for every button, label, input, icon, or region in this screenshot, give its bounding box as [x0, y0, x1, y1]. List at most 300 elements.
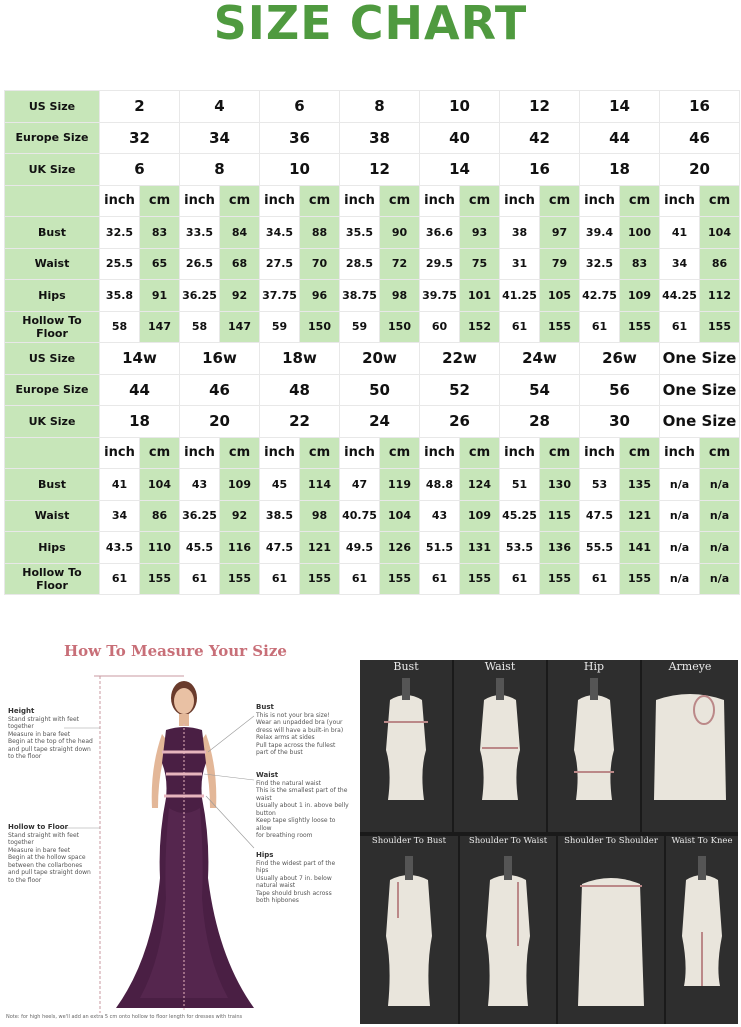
- htf-note-title: Hollow to Floor: [8, 823, 69, 831]
- measure-cell: 49.5: [340, 532, 380, 564]
- size-cell: One Size: [660, 406, 740, 438]
- note-line: together: [8, 723, 34, 730]
- measure-cell: 61: [180, 563, 220, 595]
- measure-cell: 155: [540, 563, 580, 595]
- unit-cm: cm: [620, 185, 660, 217]
- measure-cell: 39.4: [580, 217, 620, 249]
- size-cell: 20: [660, 154, 740, 186]
- measure-cell: 61: [500, 311, 540, 343]
- measure-cell: 104: [140, 469, 180, 501]
- mannequin-icon: [666, 836, 738, 1024]
- size-cell: 34: [180, 122, 260, 154]
- measure-cell: 61: [580, 563, 620, 595]
- measure-cell: 92: [220, 280, 260, 312]
- measure-cell: 141: [620, 532, 660, 564]
- unit-inch: inch: [100, 437, 140, 469]
- size-cell: 10: [420, 91, 500, 123]
- photo-waist-to-knee: [666, 836, 738, 1024]
- mannequin-icon: [360, 660, 452, 832]
- measure-cell: 136: [540, 532, 580, 564]
- note-line: Measure in bare feet: [8, 846, 71, 854]
- unit-cm: cm: [540, 437, 580, 469]
- measure-cell: 75: [460, 248, 500, 280]
- unit-cm: cm: [220, 437, 260, 469]
- measure-cell: 34.5: [260, 217, 300, 249]
- measure-cell: 110: [140, 532, 180, 564]
- measure-cell: 31: [500, 248, 540, 280]
- measure-cell: 70: [300, 248, 340, 280]
- measure-cell: n/a: [660, 532, 700, 564]
- measure-row-waist: [5, 500, 740, 532]
- row-label: Waist: [5, 248, 100, 280]
- size-cell: 14: [580, 91, 660, 123]
- row-label: Waist: [5, 500, 100, 532]
- measure-cell: 34: [100, 500, 140, 532]
- note-line: Find the natural waist: [256, 779, 322, 787]
- size-row-eu: [5, 374, 740, 406]
- unit-inch: inch: [660, 437, 700, 469]
- unit-inch: inch: [180, 437, 220, 469]
- size-cell: One Size: [660, 343, 740, 375]
- measure-cell: n/a: [660, 563, 700, 595]
- size-cell: 4: [180, 91, 260, 123]
- note-line: Stand straight with feet: [8, 715, 80, 723]
- measure-cell: 43: [420, 500, 460, 532]
- measure-cell: 155: [700, 311, 740, 343]
- note-line: Measure in bare feet: [8, 730, 71, 738]
- note-line: Stand straight with feet: [8, 831, 80, 839]
- unit-header-row: [5, 437, 740, 469]
- bust-note: [256, 704, 350, 757]
- unit-cm: cm: [460, 185, 500, 217]
- height-note-title: Height: [8, 707, 35, 715]
- note-line: part of the bust: [256, 749, 303, 756]
- mannequin-icon: [360, 836, 458, 1024]
- unit-cm: cm: [380, 185, 420, 217]
- measure-cell: 116: [220, 532, 260, 564]
- how-to-measure-section: [0, 628, 741, 1026]
- measure-cell: 155: [620, 311, 660, 343]
- unit-cm: cm: [300, 437, 340, 469]
- size-cell: 8: [340, 91, 420, 123]
- note-line: Begin at the hollow space: [8, 854, 86, 861]
- size-cell: 28: [500, 406, 580, 438]
- size-cell: 52: [420, 374, 500, 406]
- note-line: and pull tape straight down: [8, 745, 91, 753]
- note-line: This is not your bra size!: [256, 711, 330, 719]
- height-note: [8, 708, 98, 761]
- mannequin-icon: [642, 660, 738, 832]
- size-cell: 10: [260, 154, 340, 186]
- measure-cell: 51.5: [420, 532, 460, 564]
- note-line: both hipbones: [256, 897, 299, 904]
- measure-cell: 42.75: [580, 280, 620, 312]
- size-cell: 56: [580, 374, 660, 406]
- unit-cm: cm: [380, 437, 420, 469]
- photo-armeye: [642, 660, 738, 832]
- measure-cell: 35.5: [340, 217, 380, 249]
- measure-cell: 90: [380, 217, 420, 249]
- measure-cell: 155: [140, 563, 180, 595]
- measure-cell: 114: [300, 469, 340, 501]
- photo-label: Waist: [484, 660, 516, 673]
- measure-cell: 41.25: [500, 280, 540, 312]
- unit-cm: cm: [140, 185, 180, 217]
- measure-cell: 47.5: [580, 500, 620, 532]
- measure-cell: 96: [300, 280, 340, 312]
- note-line: natural waist: [256, 882, 296, 889]
- measure-cell: 61: [100, 563, 140, 595]
- measure-cell: 55.5: [580, 532, 620, 564]
- size-row-eu: [5, 122, 740, 154]
- page-title: SIZE CHART: [213, 0, 528, 50]
- measure-cell: 109: [220, 469, 260, 501]
- measure-cell: 29.5: [420, 248, 460, 280]
- photo-label: Shoulder To Shoulder: [564, 836, 658, 846]
- size-cell: 44: [100, 374, 180, 406]
- measure-cell: 60: [420, 311, 460, 343]
- measure-cell: 53.5: [500, 532, 540, 564]
- unit-inch: inch: [660, 185, 700, 217]
- size-cell: 16: [660, 91, 740, 123]
- measure-cell: 41: [100, 469, 140, 501]
- measure-cell: 38.75: [340, 280, 380, 312]
- note-line: Begin at the top of the head: [8, 738, 93, 745]
- size-cell: 18: [100, 406, 180, 438]
- size-chart-table: [4, 90, 740, 595]
- measure-cell: 25.5: [100, 248, 140, 280]
- note-line: waist: [256, 794, 272, 802]
- measure-cell: 86: [140, 500, 180, 532]
- measure-cell: 39.75: [420, 280, 460, 312]
- size-cell: 40: [420, 122, 500, 154]
- photo-shoulder-to-bust: [360, 836, 458, 1024]
- measure-cell: 104: [700, 217, 740, 249]
- measure-cell: 43.5: [100, 532, 140, 564]
- waist-note: [256, 772, 350, 840]
- measure-cell: 58: [180, 311, 220, 343]
- measure-cell: 61: [420, 563, 460, 595]
- measure-cell: 36.6: [420, 217, 460, 249]
- size-cell: 46: [660, 122, 740, 154]
- photo-shoulder-to-shoulder: [558, 836, 664, 1024]
- size-cell: 22w: [420, 343, 500, 375]
- unit-inch: inch: [580, 185, 620, 217]
- measure-cell: 97: [540, 217, 580, 249]
- size-cell: 8: [180, 154, 260, 186]
- mannequin-icon: [548, 660, 640, 832]
- row-label-empty: [5, 437, 100, 469]
- measure-cell: 83: [620, 248, 660, 280]
- measure-cell: 98: [300, 500, 340, 532]
- size-cell: 16w: [180, 343, 260, 375]
- hollow-to-floor-note: [8, 824, 100, 884]
- unit-cm: cm: [300, 185, 340, 217]
- measure-title: How To Measure Your Size: [64, 642, 287, 660]
- size-cell: 48: [260, 374, 340, 406]
- measure-cell: 33.5: [180, 217, 220, 249]
- measure-cell: n/a: [660, 500, 700, 532]
- measure-row-hips: [5, 280, 740, 312]
- measure-cell: 61: [500, 563, 540, 595]
- size-cell: One Size: [660, 374, 740, 406]
- photo-label: Bust: [393, 660, 419, 673]
- unit-cm: cm: [700, 437, 740, 469]
- size-cell: 14w: [100, 343, 180, 375]
- size-cell: 6: [260, 91, 340, 123]
- size-cell: 20w: [340, 343, 420, 375]
- mannequin-icon: [460, 836, 556, 1024]
- note-line: to the floor: [8, 753, 42, 760]
- size-cell: 12: [340, 154, 420, 186]
- row-label: Hips: [5, 280, 100, 312]
- measure-cell: 45.25: [500, 500, 540, 532]
- note-line: Find the widest part of the: [256, 859, 336, 867]
- measure-cell: 126: [380, 532, 420, 564]
- measure-cell: 38.5: [260, 500, 300, 532]
- measure-cell: 61: [580, 311, 620, 343]
- note-line: Pull tape across the fullest: [256, 741, 336, 749]
- row-label: Hollow To Floor: [5, 563, 100, 595]
- row-label: Europe Size: [5, 374, 100, 406]
- photo-label: Shoulder To Bust: [371, 836, 447, 846]
- mannequin-icon: [558, 836, 664, 1024]
- measure-cell: 61: [340, 563, 380, 595]
- unit-inch: inch: [260, 437, 300, 469]
- measure-cell: 79: [540, 248, 580, 280]
- size-cell: 6: [100, 154, 180, 186]
- measure-cell: 98: [380, 280, 420, 312]
- size-cell: 32: [100, 122, 180, 154]
- unit-inch: inch: [580, 437, 620, 469]
- measure-cell: n/a: [700, 469, 740, 501]
- size-cell: 42: [500, 122, 580, 154]
- measure-cell: 37.75: [260, 280, 300, 312]
- measure-cell: 92: [220, 500, 260, 532]
- measure-cell: 130: [540, 469, 580, 501]
- mannequin-photo-grid: [360, 660, 738, 1024]
- measure-cell: 109: [460, 500, 500, 532]
- measure-cell: 155: [300, 563, 340, 595]
- measure-cell: 121: [300, 532, 340, 564]
- row-label: Bust: [5, 217, 100, 249]
- unit-inch: inch: [340, 437, 380, 469]
- note-line: Usually about 1 in. above belly: [256, 802, 349, 809]
- measure-cell: 155: [380, 563, 420, 595]
- size-row-us: [5, 91, 740, 123]
- size-cell: 14: [420, 154, 500, 186]
- measure-cell: 35.8: [100, 280, 140, 312]
- row-label: UK Size: [5, 154, 100, 186]
- measure-cell: 44.25: [660, 280, 700, 312]
- unit-header-row: [5, 185, 740, 217]
- size-cell: 20: [180, 406, 260, 438]
- size-cell: 18w: [260, 343, 340, 375]
- measure-cell: 61: [260, 563, 300, 595]
- row-label-empty: [5, 185, 100, 217]
- measure-cell: 72: [380, 248, 420, 280]
- measure-cell: 32.5: [580, 248, 620, 280]
- photo-bust: [360, 660, 452, 832]
- size-cell: 38: [340, 122, 420, 154]
- measure-cell: 84: [220, 217, 260, 249]
- note-line: together: [8, 839, 34, 846]
- mannequin-icon: [454, 660, 546, 832]
- size-row-us: [5, 343, 740, 375]
- measure-cell: 36.25: [180, 280, 220, 312]
- measure-cell: 104: [380, 500, 420, 532]
- size-cell: 26w: [580, 343, 660, 375]
- measure-cell: 100: [620, 217, 660, 249]
- measure-cell: 155: [460, 563, 500, 595]
- row-label: UK Size: [5, 406, 100, 438]
- unit-cm: cm: [140, 437, 180, 469]
- unit-cm: cm: [220, 185, 260, 217]
- measure-cell: 36.25: [180, 500, 220, 532]
- measure-cell: 147: [220, 311, 260, 343]
- measure-cell: 26.5: [180, 248, 220, 280]
- unit-cm: cm: [620, 437, 660, 469]
- note-line: Wear an unpadded bra (your: [256, 719, 343, 726]
- measure-row-bust: [5, 469, 740, 501]
- measure-cell: 47: [340, 469, 380, 501]
- measure-cell: 41: [660, 217, 700, 249]
- measure-cell: 47.5: [260, 532, 300, 564]
- size-cell: 12: [500, 91, 580, 123]
- measuring-figure: [4, 668, 350, 1023]
- size-cell: 30: [580, 406, 660, 438]
- photo-label: Hip: [583, 660, 605, 673]
- measure-cell: 27.5: [260, 248, 300, 280]
- measure-row-htf: [5, 563, 740, 595]
- row-label: US Size: [5, 343, 100, 375]
- measure-cell: n/a: [700, 500, 740, 532]
- measure-row-waist: [5, 248, 740, 280]
- measure-cell: 58: [100, 311, 140, 343]
- photo-label: Shoulder To Waist: [468, 836, 548, 846]
- size-cell: 18: [580, 154, 660, 186]
- unit-inch: inch: [500, 437, 540, 469]
- measure-cell: 135: [620, 469, 660, 501]
- measure-row-hips: [5, 532, 740, 564]
- size-row-uk: [5, 406, 740, 438]
- note-line: Tape should brush across: [256, 889, 332, 897]
- measure-cell: 65: [140, 248, 180, 280]
- note-line: Usually about 7 in. below: [256, 874, 332, 882]
- size-cell: 44: [580, 122, 660, 154]
- note-line: This is the smallest part of the: [256, 787, 348, 794]
- footnote: Note: for high heels, we'll add an extra 5 cm onto hollow to floor length for dresses with trains: [6, 1014, 243, 1020]
- measure-cell: 147: [140, 311, 180, 343]
- unit-inch: inch: [500, 185, 540, 217]
- unit-inch: inch: [420, 437, 460, 469]
- row-label: Hips: [5, 532, 100, 564]
- measure-cell: 38: [500, 217, 540, 249]
- measure-cell: 28.5: [340, 248, 380, 280]
- unit-inch: inch: [260, 185, 300, 217]
- size-cell: 24w: [500, 343, 580, 375]
- measure-cell: 115: [540, 500, 580, 532]
- measure-cell: 155: [220, 563, 260, 595]
- note-line: hips: [256, 867, 269, 874]
- measure-cell: 155: [540, 311, 580, 343]
- measure-cell: 32.5: [100, 217, 140, 249]
- measure-cell: 109: [620, 280, 660, 312]
- measure-cell: 45: [260, 469, 300, 501]
- measure-cell: 53: [580, 469, 620, 501]
- row-label: Hollow To Floor: [5, 311, 100, 343]
- note-line: for breathing room: [256, 832, 313, 839]
- unit-inch: inch: [420, 185, 460, 217]
- measure-cell: 68: [220, 248, 260, 280]
- note-line: dress will have a built-in bra): [256, 726, 344, 734]
- note-line: between the collarbones: [8, 861, 83, 869]
- measure-cell: 61: [660, 311, 700, 343]
- measure-cell: 93: [460, 217, 500, 249]
- measure-cell: n/a: [700, 532, 740, 564]
- measure-cell: 91: [140, 280, 180, 312]
- photo-waist: [454, 660, 546, 832]
- note-line: button: [256, 809, 276, 817]
- size-cell: 2: [100, 91, 180, 123]
- measure-cell: 150: [300, 311, 340, 343]
- photo-label: Waist To Knee: [671, 836, 733, 846]
- hips-note-title: Hips: [256, 851, 274, 859]
- row-label: Europe Size: [5, 122, 100, 154]
- measure-cell: 155: [620, 563, 660, 595]
- measure-cell: 59: [340, 311, 380, 343]
- unit-inch: inch: [180, 185, 220, 217]
- measure-cell: 101: [460, 280, 500, 312]
- bust-note-title: Bust: [256, 703, 274, 711]
- measure-cell: 48.8: [420, 469, 460, 501]
- note-line: and pull tape straight down: [8, 869, 91, 876]
- measure-cell: 45.5: [180, 532, 220, 564]
- measure-cell: n/a: [660, 469, 700, 501]
- size-cell: 46: [180, 374, 260, 406]
- photo-label: Armeye: [668, 660, 712, 673]
- size-row-uk: [5, 154, 740, 186]
- unit-inch: inch: [340, 185, 380, 217]
- note-line: Keep tape slightly loose to allow: [256, 817, 336, 832]
- size-cell: 26: [420, 406, 500, 438]
- measure-cell: 88: [300, 217, 340, 249]
- measure-cell: 83: [140, 217, 180, 249]
- measure-cell: 119: [380, 469, 420, 501]
- measure-cell: 150: [380, 311, 420, 343]
- measure-cell: 112: [700, 280, 740, 312]
- measure-cell: 121: [620, 500, 660, 532]
- measure-cell: 43: [180, 469, 220, 501]
- measure-cell: 124: [460, 469, 500, 501]
- unit-cm: cm: [700, 185, 740, 217]
- note-line: Relax arms at sides: [256, 734, 315, 741]
- size-cell: 22: [260, 406, 340, 438]
- measure-cell: 152: [460, 311, 500, 343]
- hips-note: [256, 852, 350, 905]
- measure-cell: n/a: [700, 563, 740, 595]
- size-cell: 36: [260, 122, 340, 154]
- unit-cm: cm: [460, 437, 500, 469]
- note-line: to the floor: [8, 876, 42, 884]
- size-cell: 54: [500, 374, 580, 406]
- row-label: US Size: [5, 91, 100, 123]
- measure-cell: 59: [260, 311, 300, 343]
- measure-cell: 86: [700, 248, 740, 280]
- waist-note-title: Waist: [256, 771, 279, 779]
- photo-hip: [548, 660, 640, 832]
- measure-cell: 131: [460, 532, 500, 564]
